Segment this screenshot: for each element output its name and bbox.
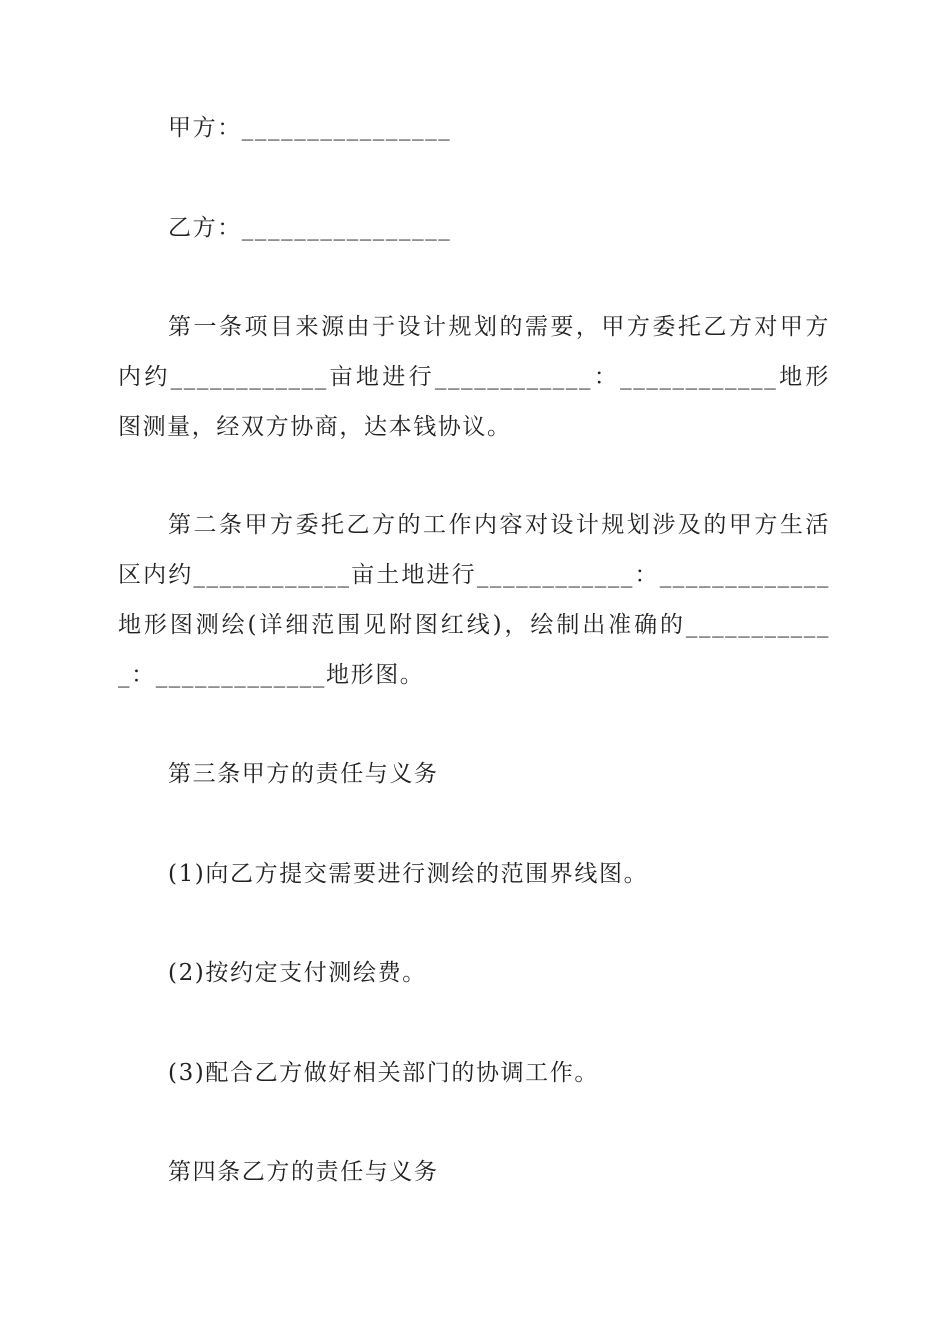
article-3-title: 第三条甲方的责任与义务 — [168, 761, 439, 787]
party-a-line: 甲方：________________ — [168, 115, 452, 141]
article-3-item-2: (2)按约定支付测绘费。 — [168, 960, 427, 986]
article-3-item-3: (3)配合乙方做好相关部门的协调工作。 — [168, 1060, 599, 1086]
article-3-item-1: (1)向乙方提交需要进行测绘的范围界线图。 — [168, 861, 649, 887]
party-b-line: 乙方：________________ — [168, 215, 452, 241]
article-4-title: 第四条乙方的责任与义务 — [168, 1159, 439, 1185]
article-1: 第一条项目来源由于设计规划的需要，甲方委托乙方对甲方内约____________亩地进行____________：____________地形图测量，经双方协商，达本钱协议。 — [118, 314, 830, 440]
article-2: 第二条甲方委托乙方的工作内容对设计规划涉及的甲方生活区内约____________亩土地进行____________：_____________地形图测绘(详细范围见附图红线)，绘制出准确的____________：_____________地形图。 — [118, 512, 830, 688]
